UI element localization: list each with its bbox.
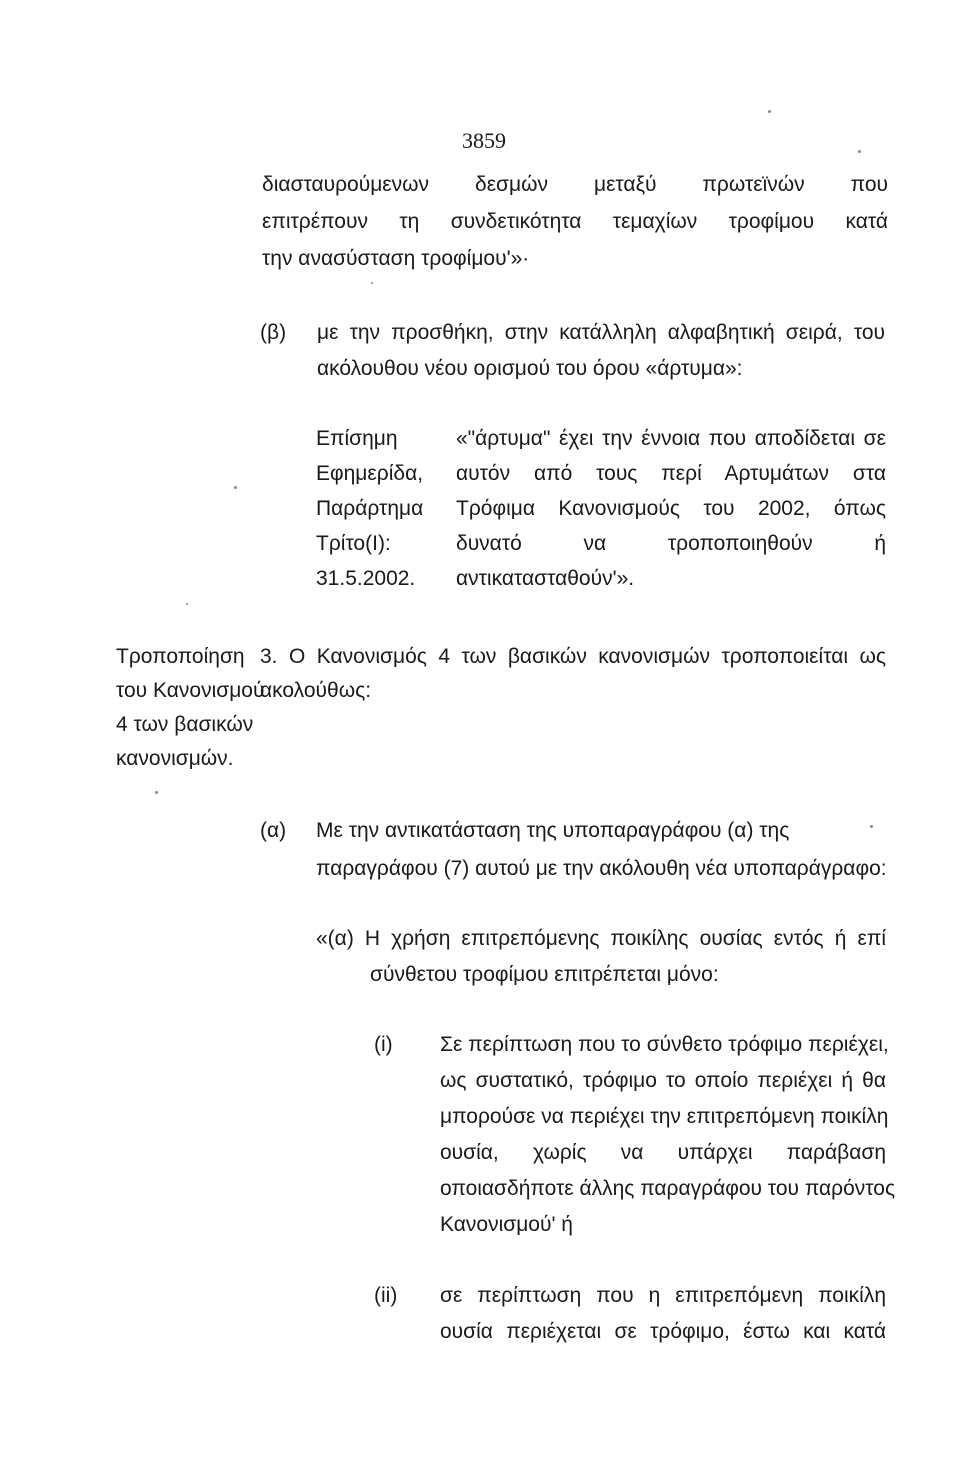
sub-ii-line: σε περίπτωση που η επιτρεπόμενη ποικίλη <box>440 1284 886 1307</box>
quote-line: «(α) Η χρήση επιτρεπόμενης ποικίλης ουσίας εντός ή επί <box>316 927 886 950</box>
sub-i-label: (i) <box>374 1033 393 1056</box>
item-b-label: (β) <box>260 321 287 344</box>
scan-speck <box>234 486 237 489</box>
intro-line: διασταυρούμενων δεσμών μεταξύ πρωτεϊνών που <box>262 173 888 196</box>
gazette-note-line: Τρίτο(Ι): <box>316 532 391 555</box>
sub-ii-label: (ii) <box>374 1284 398 1307</box>
gazette-note-line: Παράρτημα <box>316 497 424 520</box>
paragraph-3-line: 3. Ο Κανονισμός 4 των βασικών κανονισμών τροποποιείται ως <box>260 645 886 668</box>
side-heading-line: 4 των βασικών <box>116 713 254 736</box>
definition-line: «"άρτυμα" έχει την έννοια που αποδίδεται σε <box>456 427 886 450</box>
side-heading-line: Τροποποίηση <box>116 645 245 668</box>
gazette-note-line: Εφημερίδα, <box>316 462 424 485</box>
sub-i-line: ως συστατικό, τρόφιμο το οποίο περιέχει ή θα <box>440 1069 886 1092</box>
item-a-line: Με την αντικατάσταση της υποπαραγράφου (α) της <box>316 819 790 842</box>
gazette-note-line: Επίσημη <box>316 427 398 450</box>
quote-line: σύνθετου τροφίμου επιτρέπεται μόνο: <box>370 963 719 986</box>
scan-speck <box>371 282 373 284</box>
item-a-line: παραγράφου (7) αυτού με την ακόλουθη νέα υποπαράγραφο: <box>316 857 887 880</box>
intro-line: την ανασύσταση τροφίμου'»· <box>262 247 530 270</box>
scan-speck <box>186 603 188 605</box>
scan-speck <box>858 150 861 153</box>
sub-i-line: ουσία, χωρίς να υπάρχει παράβαση <box>440 1141 886 1164</box>
paragraph-3-line: ακολούθως: <box>260 679 372 702</box>
gazette-note-line: 31.5.2002. <box>316 567 416 590</box>
sub-ii-line: ουσία περιέχεται σε τρόφιμο, έστω και κατά <box>440 1320 886 1343</box>
scan-speck <box>768 110 771 113</box>
definition-line: αυτόν από τους περί Αρτυμάτων στα <box>456 462 886 485</box>
sub-i-line: Κανονισμού' ή <box>440 1213 573 1236</box>
item-a-label: (α) <box>260 819 287 842</box>
scan-speck <box>870 825 873 828</box>
page-number: 3859 <box>462 128 506 153</box>
item-b-line: με την προσθήκη, στην κατάλληλη αλφαβητική σειρά, του <box>317 321 885 344</box>
side-heading-line: του Κανονισμού <box>116 679 265 702</box>
sub-i-line: οποιασδήποτε άλλης παραγράφου του παρόντος <box>440 1177 896 1200</box>
side-heading-line: κανονισμών. <box>116 747 234 770</box>
scan-speck <box>155 791 158 794</box>
definition-line: Τρόφιμα Κανονισμούς του 2002, όπως <box>456 497 886 520</box>
definition-line: αντικατασταθούν'». <box>456 567 635 590</box>
sub-i-line: μπορούσε να περιέχει την επιτρεπόμενη ποικίλη <box>440 1105 889 1128</box>
definition-line: δυνατό να τροποποιηθούν ή <box>456 532 886 555</box>
sub-i-line: Σε περίπτωση που το σύνθετο τρόφιμο περιέχει, <box>440 1033 889 1056</box>
item-b-line: ακόλουθου νέου ορισμού του όρου «άρτυμα»: <box>317 357 743 380</box>
intro-line: επιτρέπουν τη συνδετικότητα τεμαχίων τροφίμου κατά <box>262 210 888 233</box>
